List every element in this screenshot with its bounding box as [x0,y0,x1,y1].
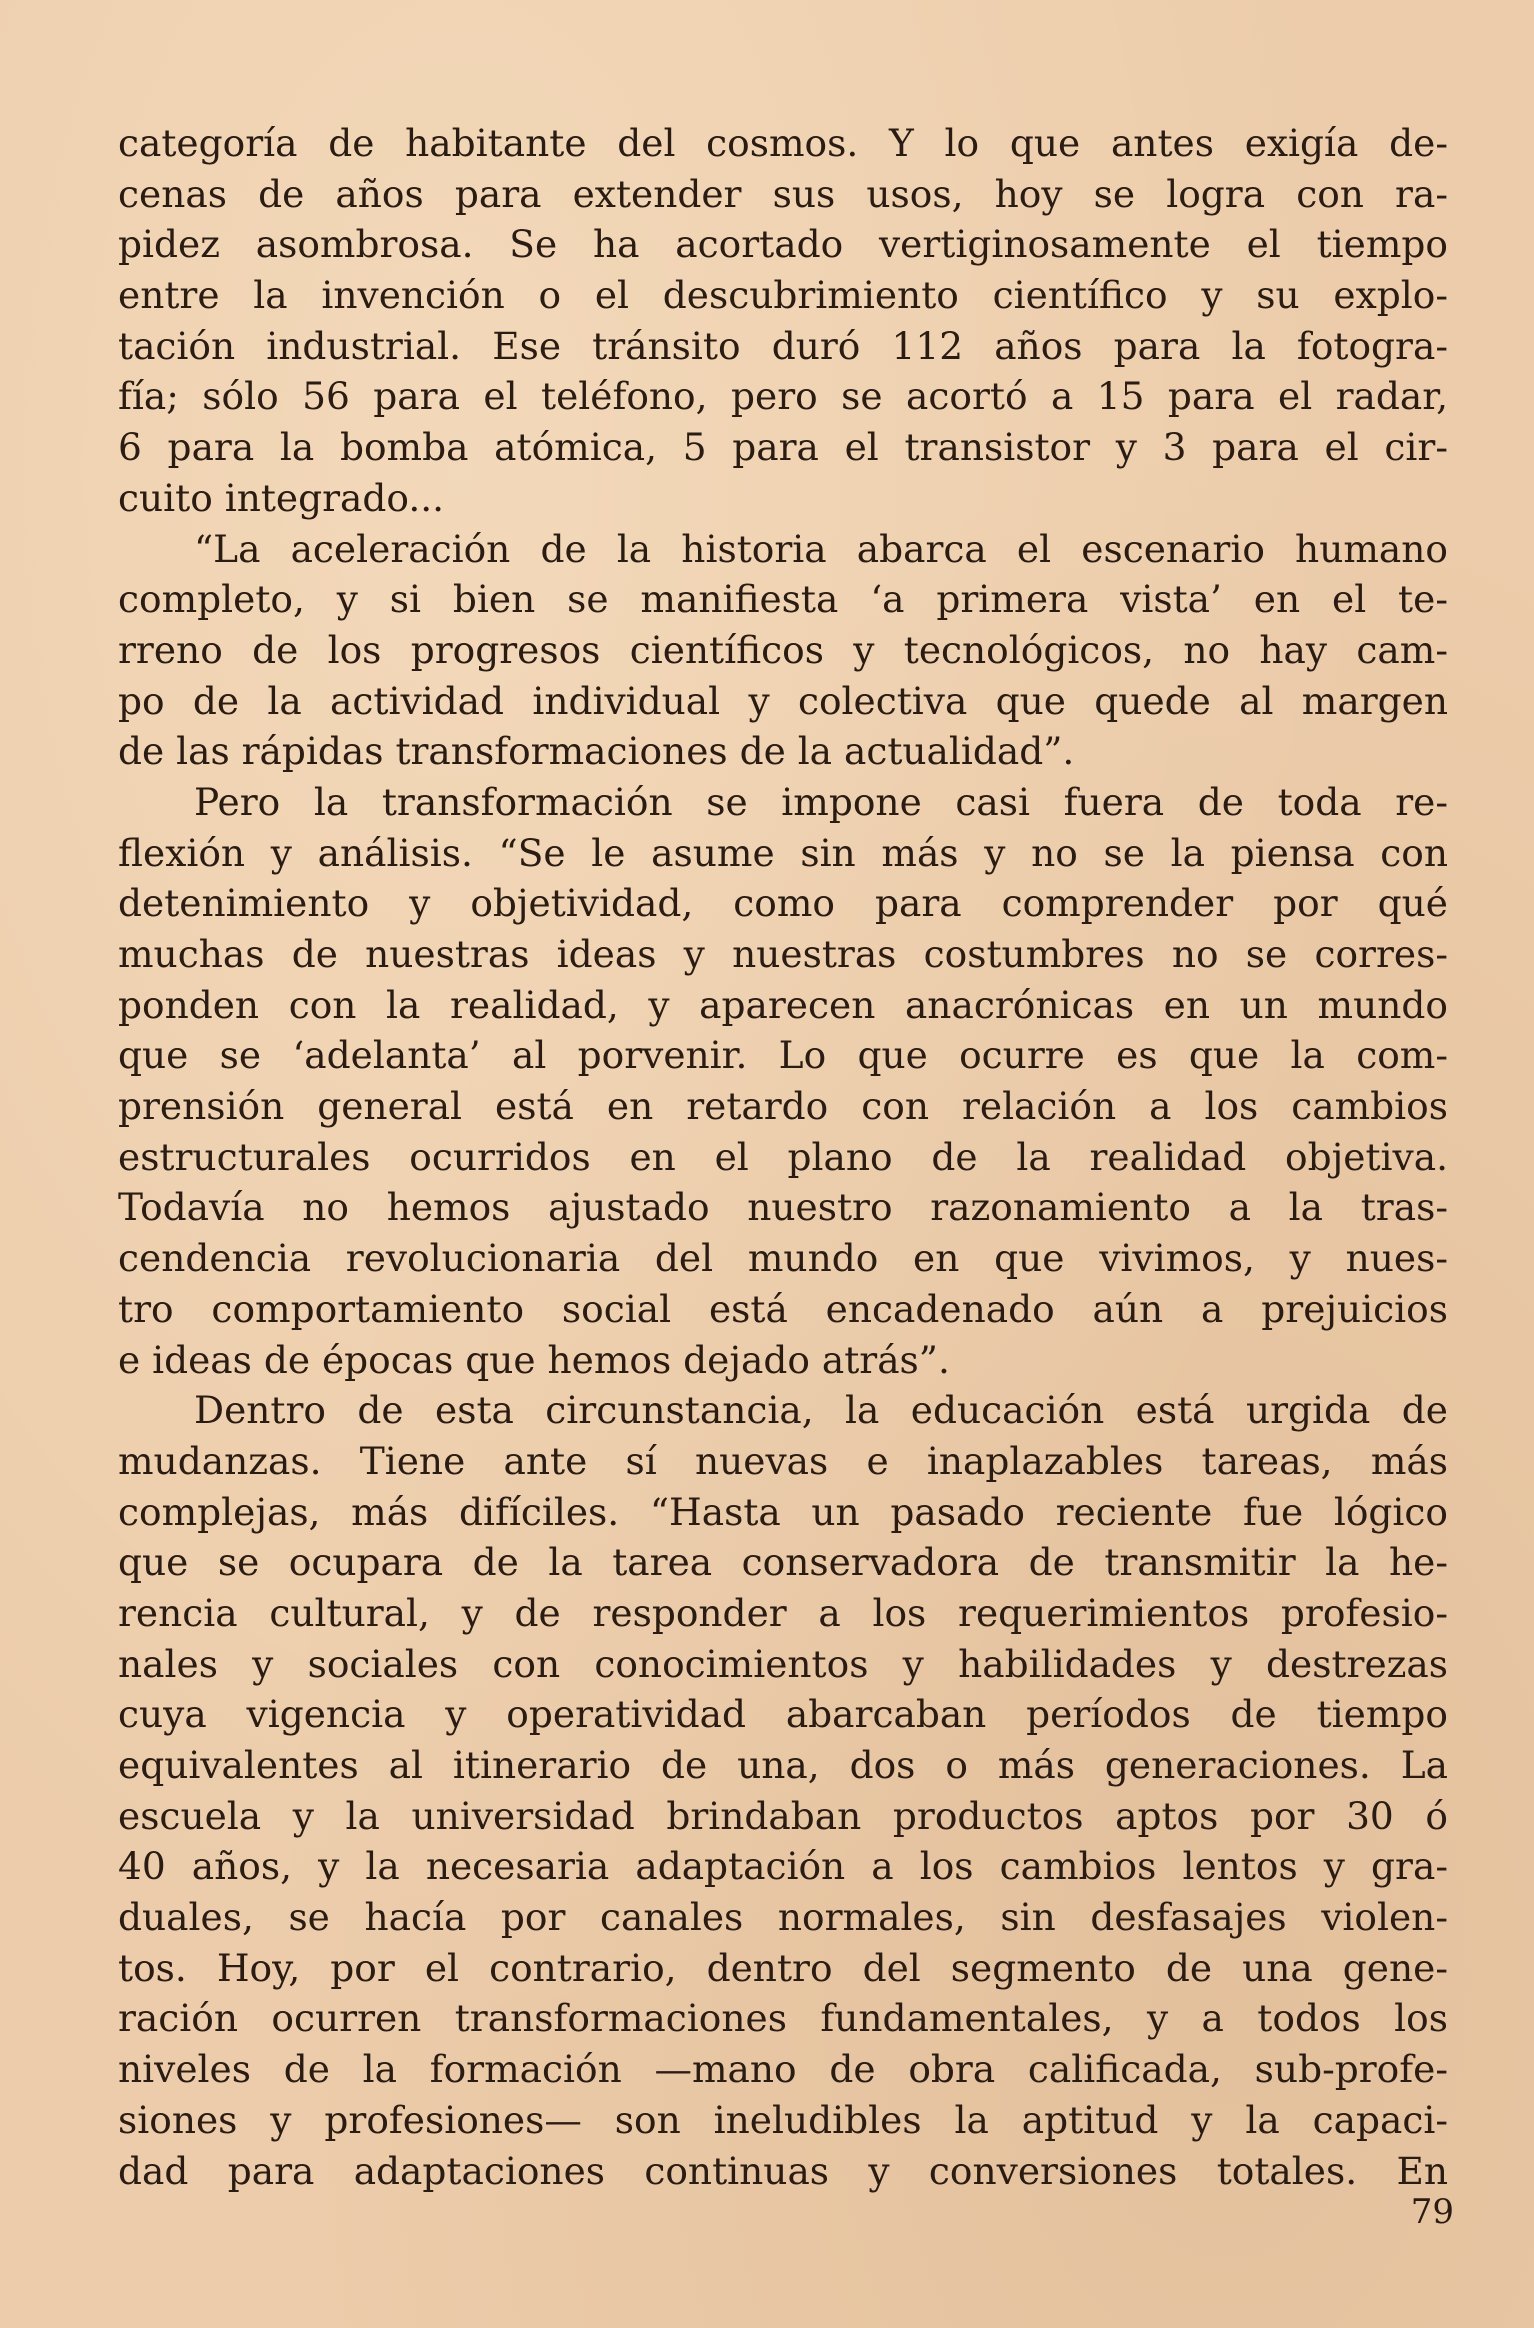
text-line: fía; sólo 56 para el teléfono, pero se acortó a 15 para el radar, [118,374,1448,419]
text-line: ponden con la realidad, y aparecen anacrónicas en un mundo [118,982,1448,1027]
text-line: Dentro de esta circunstancia, la educación está urgida de [194,1388,1448,1433]
text-line: cendencia revolucionaria del mundo en que vivimos, y nues- [118,1236,1448,1281]
text-line: duales, se hacía por canales normales, sin desfasajes violen- [118,1895,1448,1940]
text-line: mudanzas. Tiene ante sí nuevas e inaplazables tareas, más [118,1438,1448,1483]
text-line: estructurales ocurridos en el plano de la realidad objetiva. [118,1134,1448,1179]
body-text [118,118,1448,2196]
text-line: tro comportamiento social está encadenado aún a prejuicios [118,1286,1448,1331]
text-line: cenas de años para extender sus usos, hoy se logra con ra- [118,171,1448,216]
text-line: muchas de nuestras ideas y nuestras costumbres no se corres- [118,932,1448,976]
text-line: cuito integrado... [118,475,445,520]
text-line: tos. Hoy, por el contrario, dentro del segmento de una gene- [118,1945,1448,1990]
text-line: rreno de los progresos científicos y tecnológicos, no hay cam- [118,627,1448,672]
text-line: rencia cultural, y de responder a los requerimientos profesio- [118,1590,1448,1635]
text-line: que se ‘adelanta’ al porvenir. Lo que ocurre es que la com- [118,1033,1448,1078]
text-line: escuela y la universidad brindaban productos aptos por 30 ó [118,1793,1448,1838]
text-line: ración ocurren transformaciones fundamentales, y a todos los [118,1996,1448,2041]
page-number: 79 [1410,2192,1454,2232]
text-line: siones y profesiones— son ineludibles la aptitud y la capaci- [118,2097,1448,2142]
text-line: niveles de la formación —mano de obra calificada, sub-profe- [118,2047,1448,2092]
text-line: Pero la transformación se impone casi fuera de toda re- [194,779,1448,824]
text-line: prensión general está en retardo con relación a los cambios [118,1084,1448,1129]
text-line: complejas, más difíciles. “Hasta un pasado reciente fue lógico [118,1489,1448,1534]
text-line: entre la invención o el descubrimiento científico y su explo- [118,273,1448,318]
text-line: 40 años, y la necesaria adaptación a los cambios lentos y gra- [118,1844,1448,1889]
text-line: completo, y si bien se manifiesta ‘a primera vista’ en el te- [118,577,1448,622]
text-line: detenimiento y objetividad, como para comprender por qué [118,881,1448,926]
text-line: equivalentes al itinerario de una, dos o más generaciones. La [118,1743,1448,1787]
text-line: e ideas de épocas que hemos dejado atrás”. [118,1337,950,1382]
text-line: de las rápidas transformaciones de la actualidad”. [118,729,1075,774]
text-line: dad para adaptaciones continuas y conversiones totales. En [118,2148,1448,2193]
text-line: pidez asombrosa. Se ha acortado vertiginosamente el tiempo [118,222,1448,267]
text-line: “La aceleración de la historia abarca el escenario humano [194,526,1448,571]
text-line: cuya vigencia y operatividad abarcaban períodos de tiempo [118,1692,1448,1737]
text-line: que se ocupara de la tarea conservadora de transmitir la he- [118,1540,1448,1585]
text-line: tación industrial. Ese tránsito duró 112 años para la fotogra- [118,323,1448,368]
text-line: po de la actividad individual y colectiva que quede al margen [118,678,1448,723]
text-line: nales y sociales con conocimientos y habilidades y destrezas [118,1641,1448,1686]
text-line: 6 para la bomba atómica, 5 para el transistor y 3 para el cir- [118,425,1448,470]
text-line: Todavía no hemos ajustado nuestro razonamiento a la tras- [118,1185,1448,1230]
text-line: categoría de habitante del cosmos. Y lo que antes exigía de- [118,121,1448,165]
text-line: flexión y análisis. “Se le asume sin más y no se la piensa con [118,830,1448,875]
